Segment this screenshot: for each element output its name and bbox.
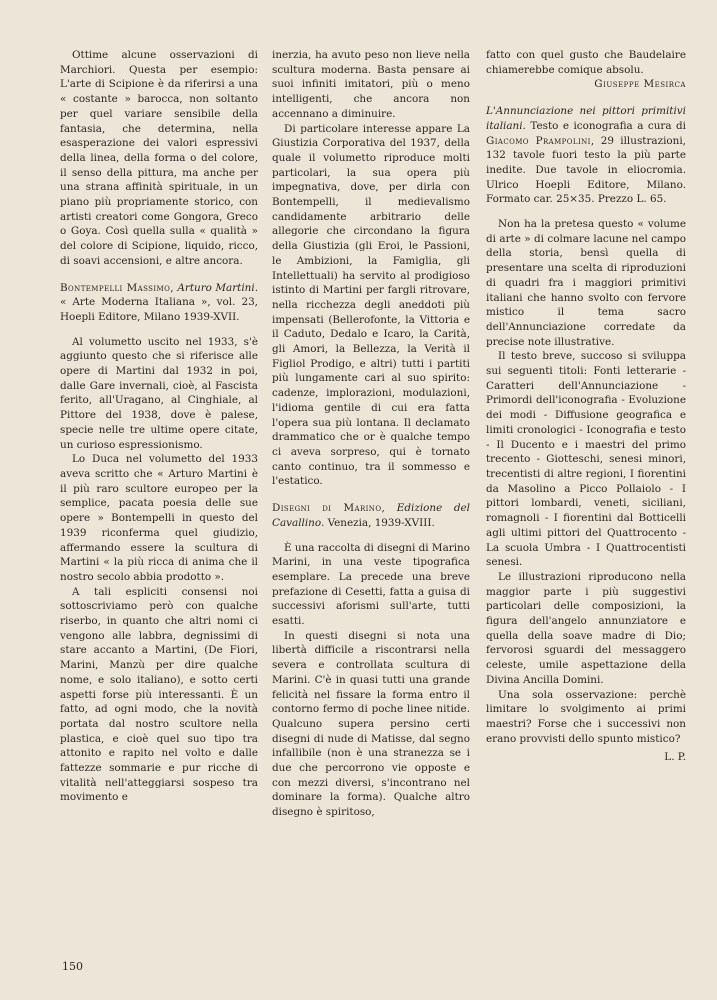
author-initials: L. P.	[664, 751, 686, 764]
book-entry-heading	[60, 281, 258, 325]
entry-details: Venezia, 1939-XVIII.	[327, 516, 435, 529]
entry-author: Bontempelli Massimo,	[60, 281, 174, 294]
entry-details: « Arte Moderna Italiana », vol. 23, Hoepli Editore, Milano 1939-XVII.	[60, 296, 258, 323]
paragraph: Le illustrazioni riproducono nella maggior parte i più suggestivi particolari delle composizioni, la figura dell'angelo annunziatore e quella della soave madre di Dio; fervorosi sguardi del messaggero celeste, umile aspettazione della Divina Ancilla Domini.	[486, 570, 686, 686]
paragraph: Una sola osservazione: perchè limitare lo svolgimento ai primi maestri? Forse che i successivi non erano provvisti dello spunto mistico?	[486, 688, 686, 745]
entry-title: Edizione del Cavallino.	[272, 502, 470, 529]
column-1	[60, 48, 258, 805]
entry-details: Testo e iconografia a cura di	[530, 119, 687, 132]
author-signature: Giuseppe Mesirca	[594, 78, 686, 91]
paragraph: Lo Duca nel volumetto del 1933 aveva scritto che « Arturo Martini è il più raro scultore europeo per la semplice, pacata poesia delle sue opere » Bontempelli in questo del 1939 riconferma quel giudizio, affermando essere la scultura di Martini « la più ricca di anima che il nostro secolo abbia prodotto ».	[60, 453, 258, 583]
page-number: 150	[62, 960, 83, 973]
column-3	[486, 48, 686, 765]
paragraph: inerzia, ha avuto peso non lieve nella scultura moderna. Basta pensare ai suoi infiniti imitatori, più o meno intelligenti, che ancora non accennano a diminuire.	[272, 49, 470, 120]
paragraph: Ottime alcune osservazioni di Marchiori. Questa per esempio: L'arte di Scipione è da riferirsi a una « costante » barocca, non soltanto per quel variare sensibile della fantasia, che determina, nella esasperazione dei valori espressivi della linea, della forma o del colore, il senso della pittura, ma anche per una strana affinità spirituale, in un piano più propriamente storico, con artisti creatori come Gongora, Greco o Goya. Così quella sulla « qualità » del colore di Scipione, liquido, ricco, di soavi accensioni, e altre ancora.	[60, 49, 258, 267]
entry-details: 29 illustrazioni, 132 tavole fuori testo la più parte inedite. Due tavole in eliocromia. Ulrico Hoepli Editore, Milano. Formato car. 25×35. Prezzo L. 65.	[486, 134, 686, 206]
entry-title: Arturo Martini.	[177, 281, 258, 294]
book-entry-heading	[486, 104, 686, 207]
paragraph: Di particolare interesse appare La Giustizia Corporativa del 1937, della quale il volumetto riproduce molti particolari, la sua opera più impegnativa, dove, per dirla con Bontempelli, il medievalismo candidamente arbitrario delle allegorie che circondano la figura della Giustizia (gli Eroi, le Passioni, le Ambizioni, la Famiglia, gli Intellettuali) ha servito al prodigioso istinto di Martini per fargli ritrovare, nella ricchezza degli aneddoti più impensati (Bellerofonte, la Vittoria e il Caduto, Dedalo e Icaro, la Carità, gli Amori, la Bellezza, la Verità il Figliol Prodigo, e altri) tutti i partiti più lungamente cari al suo spirito: cadenze, implorazioni, modulazioni, l'idioma gentile di cui era fatta l'opera sua più lontana. Il declamato drammatico che or è qualche tempo ci aveva sorpreso, qui è tornato canto continuo, tra il sommesso e l'estatico.	[272, 122, 470, 488]
paragraph: fatto con quel gusto che Baudelaire chiamerebbe comique absolu.	[486, 49, 686, 76]
entry-title: L'Annunciazione nei pittori primitivi italiani.	[486, 105, 686, 132]
book-entry-heading	[272, 501, 470, 530]
column-2	[272, 48, 470, 820]
entry-editor: Giacomo Prampolini,	[486, 134, 595, 147]
paragraph: Il testo breve, succoso si sviluppa sui seguenti titoli: Fonti letterarie - Caratteri dell'Annunciazione - Primordi dell'iconografia - Evoluzione dei modi - Diffusione geografica e limiti cronologici - Iconografia e testo - Il Ducento e i maestri del primo trecento - Giotteschi, senesi minori, trecentisti di altre regioni, I fiorentini da Masolino a Picco Pollaiolo - I pittori lombardi, veneti, siciliani, romagnoli - I fiorentini dal Botticelli agli ultimi pittori del Quattrocento - La scuola Umbra - I Quattrocentisti senesi.	[486, 350, 686, 569]
paragraph: In questi disegni si nota una libertà difficile a riscontrarsi nella severa e controllata scultura di Marini. C'è in quasi tutti una grande felicità nel fissare la forma entro il contorno fermo di poche linee nitide. Qualcuno supera persino certi disegni di nude di Matisse, dal segno infallibile (non è una stranezza se i due che percorrono vie opposte e con mezzi diversi, s'incontrano nel dominare la forma). Qualche altro disegno è spiritoso,	[272, 629, 470, 819]
paragraph: È una raccolta di disegni di Marino Marini, in una veste tipografica esemplare. La precede una breve prefazione di Cesetti, fatta a guisa di successivi aforismi sull'arte, tutti esatti.	[272, 541, 470, 628]
paragraph: Al volumetto uscito nel 1933, s'è aggiunto questo che si riferisce alle opere di Martini dal 1932 in poi, dalle Gare invernali, cioè, al Fascista ferito, all'Uragano, al Cinghiale, al Pittore del 1938, dove è palese, specie nelle tre ultime opere citate, un curioso espressionismo.	[60, 335, 258, 451]
paragraph: Non ha la pretesa questo « volume di arte » di colmare lacune nel campo della storia, bensì quella di presentare una scelta di riproduzioni di quadri fra i maggiori primitivi italiani che hanno svolto con fervore mistico il tema sacro dell'Annunciazione corredate da precise note illustrative.	[486, 218, 686, 348]
entry-author: Disegni di Marino,	[272, 502, 386, 515]
paragraph: A tali espliciti consensi noi sottoscriviamo però con qualche riserbo, in quanto che altri nomi ci vengono alle labbra, degnissimi di stare accanto a Martini, (De Fiori, Marini, Manzù per dire qualche nome, e solo italiano), e sotto certi aspetti forse più interessanti. È un fatto, ad ogni modo, che la novità portata dal nostro scultore nella plastica, e cioè quel suo tipo tra attonito e rapito nel volto e dalle fattezze sommarie e pur ricche di vitalità nell'atteggiarsi sospeso tra movimento e	[60, 585, 258, 804]
